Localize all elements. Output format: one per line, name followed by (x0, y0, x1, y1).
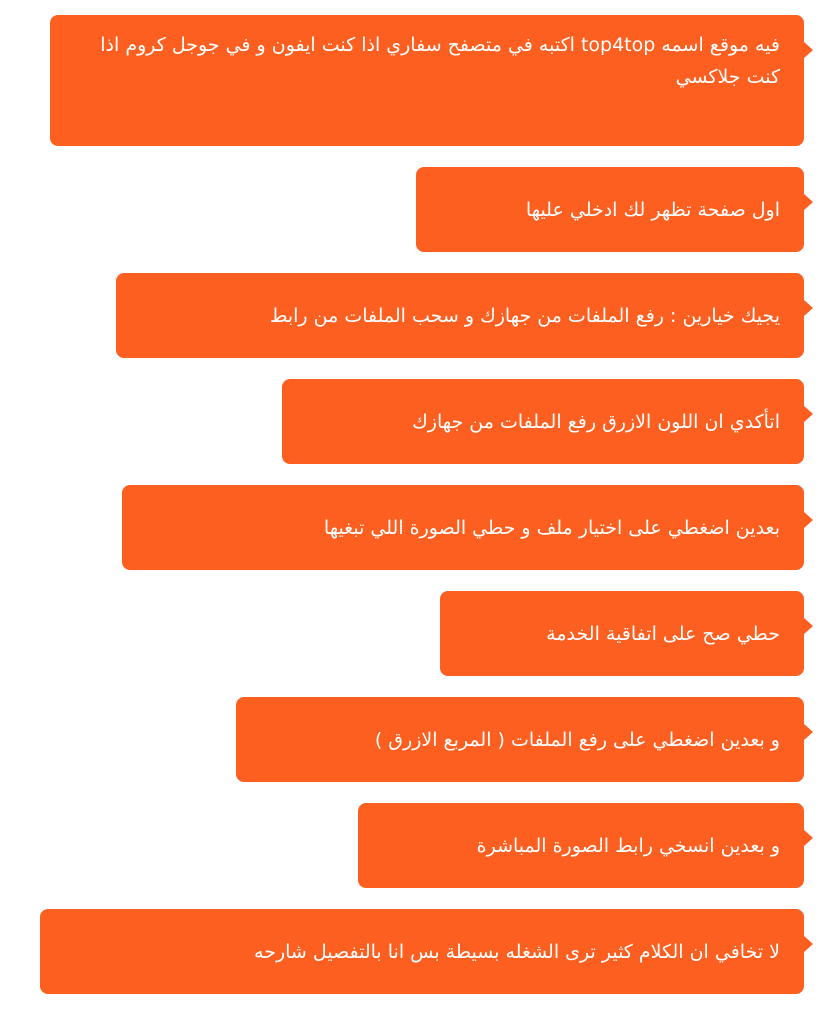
bubble-tail (803, 41, 813, 59)
message-bubble (116, 273, 804, 358)
message-bubble (50, 15, 804, 146)
message-bubble (416, 167, 804, 252)
message-text: بعدين اضغطي على اختيار ملف و حطي الصورة اللي تبغيها (323, 516, 780, 539)
message-text: و بعدين انسخي رابط الصورة المباشرة (476, 834, 780, 857)
message-text: فيه موقع اسمه top4top اكتبه في متصفح سفاري اذا كنت ايفون و في جوجل كروم اذا كنت جلاكسي (100, 34, 780, 88)
bubble-tail (803, 617, 813, 635)
message-text: يجيك خيارين : رفع الملفات من جهازك و سحب الملفات من رابط (269, 304, 780, 327)
bubble-tail (803, 935, 813, 953)
message-text: لا تخافي ان الكلام كثير ترى الشغله بسيطة بس انا بالتفصيل شارحه (254, 940, 780, 963)
message-bubble (236, 697, 804, 782)
bubble-tail (803, 405, 813, 423)
message-bubble (440, 591, 804, 676)
message-text: اول صفحة تظهر لك ادخلي عليها (525, 198, 780, 221)
message-bubble (358, 803, 804, 888)
bubble-tail (803, 193, 813, 211)
bubble-tail (803, 511, 813, 529)
bubble-tail (803, 723, 813, 741)
message-text: اتأكدي ان اللون الازرق رفع الملفات من جهازك (412, 410, 780, 433)
bubble-tail (803, 829, 813, 847)
message-bubble (40, 909, 804, 994)
message-bubble (282, 379, 804, 464)
message-text: و بعدين اضغطي على رفع الملفات ( المربع الازرق ) (374, 728, 780, 751)
bubble-tail (803, 299, 813, 317)
message-text: حطي صح على اتفاقية الخدمة (546, 622, 780, 645)
message-bubble (122, 485, 804, 570)
